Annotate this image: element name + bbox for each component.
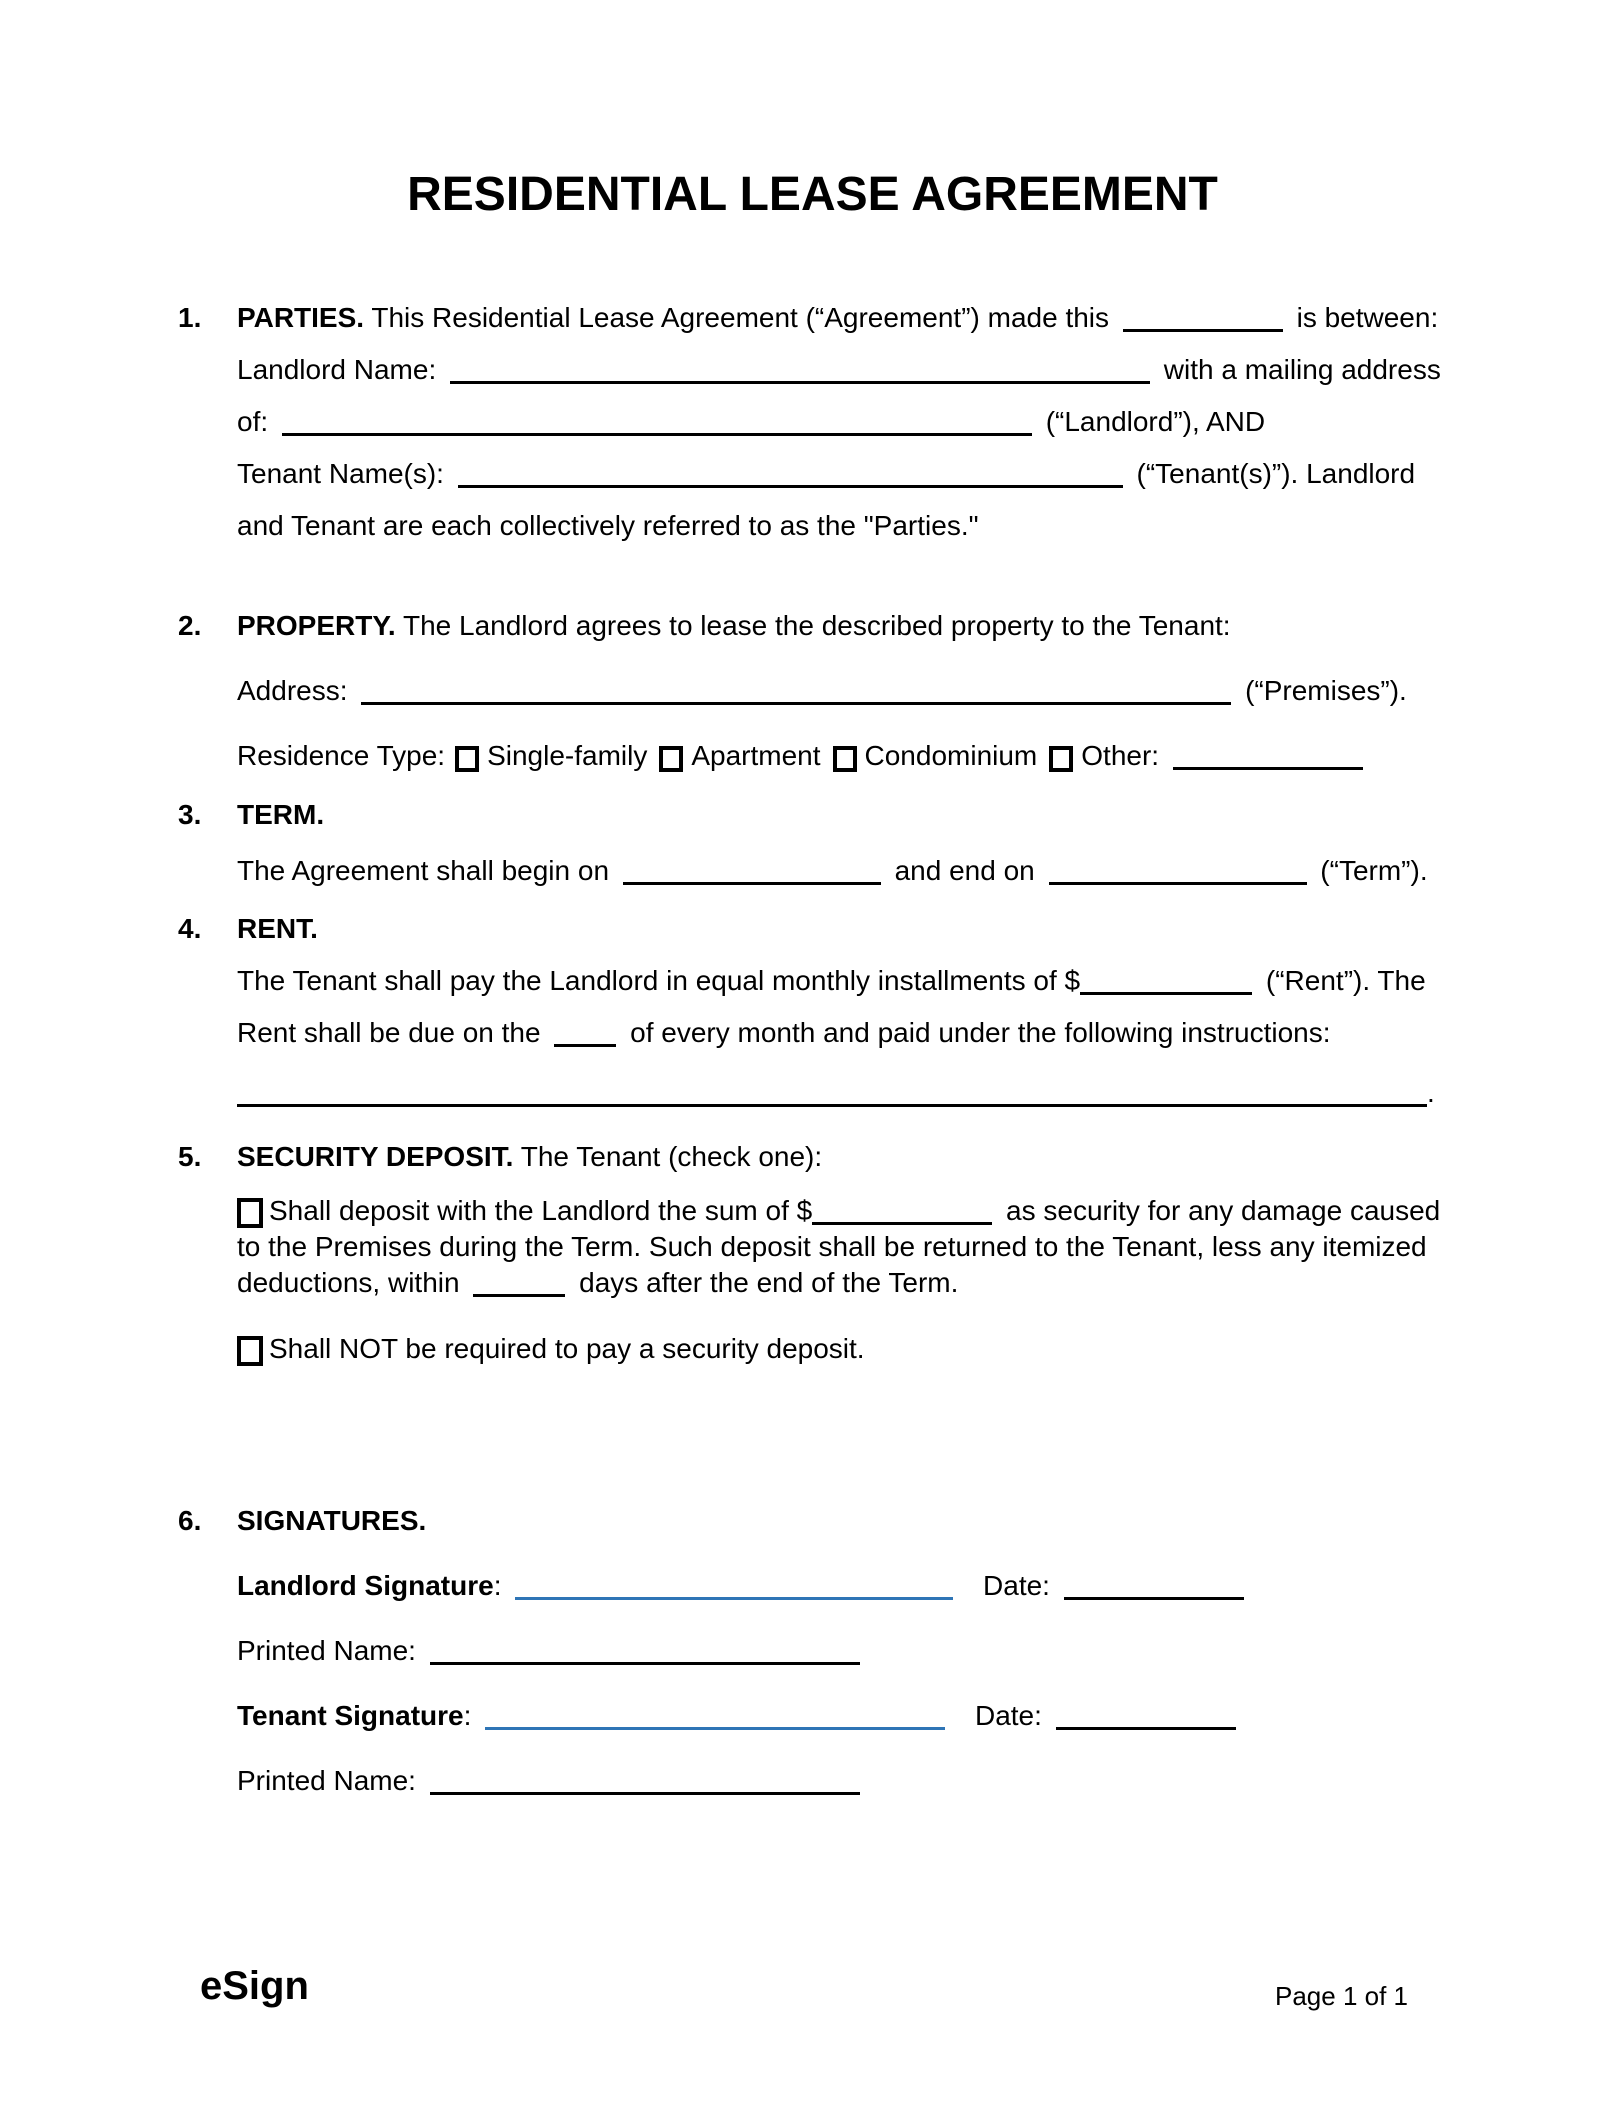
deposit-heading-line [237, 1131, 1447, 1183]
section-property [178, 600, 1447, 782]
checkbox-apartment[interactable] [659, 746, 683, 772]
rent-heading-line [237, 903, 1447, 955]
instructions-period: . [1427, 1077, 1435, 1108]
checkbox-shall-deposit[interactable] [237, 1198, 263, 1228]
section-rent [178, 903, 1447, 1119]
deposit-option-2-text: Shall NOT be required to pay a security deposit. [269, 1333, 865, 1364]
option-apartment-label: Apartment [691, 740, 821, 771]
agreement-date-field[interactable] [1123, 329, 1283, 332]
landlord-name-label: Landlord Name: [237, 354, 437, 385]
term-text-mid: and end on [894, 855, 1035, 886]
tenant-signature-field[interactable] [485, 1727, 945, 1730]
parties-line-4-end: (“Tenant(s)”). Landlord [1136, 458, 1416, 489]
residence-type-label: Residence Type: [237, 740, 446, 771]
parties-line-3 [237, 396, 1447, 448]
term-text-start: The Agreement shall begin on [237, 855, 610, 886]
deposit-heading-rest: The Tenant (check one): [520, 1141, 823, 1172]
deposit-option-1-line-3 [237, 1265, 1447, 1301]
signatures-heading-line [237, 1495, 1447, 1547]
rent-due-text-start: Rent shall be due on the [237, 1017, 541, 1048]
tenant-date-label: Date: [974, 1700, 1042, 1731]
premises-address-field[interactable] [361, 702, 1231, 705]
deposit-heading: SECURITY DEPOSIT. [237, 1141, 514, 1172]
tenant-printed-name-label: Printed Name: [237, 1765, 416, 1796]
esign-logo: eSign [200, 1964, 309, 2008]
deposit-return-days-field[interactable] [473, 1294, 565, 1297]
section-number-parties: 1. [178, 302, 202, 333]
parties-line-4 [237, 448, 1447, 500]
tenant-date-field[interactable] [1056, 1727, 1236, 1730]
parties-heading: PARTIES. [237, 302, 365, 333]
checkbox-condominium[interactable] [833, 746, 857, 772]
rent-amount-field[interactable] [1080, 992, 1252, 995]
signatures-heading: SIGNATURES. [237, 1505, 427, 1536]
parties-line-1-end: is between: [1296, 302, 1439, 333]
term-heading: TERM. [237, 799, 325, 830]
parties-line-2-end: with a mailing address [1163, 354, 1441, 385]
premises-suffix: (“Premises”). [1245, 675, 1407, 706]
option-other-label: Other: [1081, 740, 1160, 771]
section-security-deposit [178, 1131, 1447, 1367]
rent-line-2 [237, 1007, 1447, 1059]
residence-type-line [237, 730, 1447, 782]
rent-heading: RENT. [237, 913, 318, 944]
section-parties [178, 292, 1447, 552]
landlord-printed-name-label: Printed Name: [237, 1635, 416, 1666]
tenant-printed-name-field[interactable] [430, 1792, 860, 1795]
property-address-line [237, 665, 1447, 717]
term-end-date-field[interactable] [1049, 882, 1307, 885]
deposit-option-1-text-a: Shall deposit with the Landlord the sum of $ [269, 1195, 813, 1226]
rent-text-end: (“Rent”). The [1265, 965, 1426, 996]
rent-due-text-end: of every month and paid under the following instructions: [630, 1017, 1331, 1048]
deposit-option-1-line-2: to the Premises during the Term. Such deposit shall be returned to the Tenant, less any itemized [237, 1231, 1427, 1262]
term-start-date-field[interactable] [623, 882, 881, 885]
section-number-property: 2. [178, 610, 202, 641]
landlord-signature-colon: : [493, 1570, 502, 1601]
section-term [178, 789, 1447, 897]
landlord-signature-field[interactable] [515, 1597, 953, 1600]
landlord-address-label: of: [237, 406, 269, 437]
landlord-printed-name-line [237, 1625, 1447, 1677]
tenant-printed-name-line [237, 1755, 1447, 1807]
address-label: Address: [237, 675, 348, 706]
rent-line-1 [237, 955, 1447, 1007]
tenant-names-field[interactable] [458, 485, 1123, 488]
rent-instructions-line [237, 1067, 1447, 1119]
landlord-address-field[interactable] [282, 433, 1032, 436]
landlord-printed-name-field[interactable] [430, 1662, 860, 1665]
page-number: Page 1 of 1 [1275, 1981, 1408, 2011]
parties-line-5: and Tenant are each collectively referred to as the "Parties." [237, 510, 979, 541]
property-heading-rest: The Landlord agrees to lease the described property to the Tenant: [402, 610, 1231, 641]
rent-due-day-field[interactable] [554, 1044, 616, 1047]
parties-line-2 [237, 344, 1447, 396]
tenant-signature-colon: : [463, 1700, 472, 1731]
tenant-names-label: Tenant Name(s): [237, 458, 444, 489]
section-number-deposit: 5. [178, 1141, 202, 1172]
deposit-option-1-text-b: as security for any damage caused [1006, 1195, 1441, 1226]
landlord-signature-label: Landlord Signature [237, 1570, 494, 1601]
deposit-days-text-end: days after the end of the Term. [579, 1267, 959, 1298]
parties-line-3-end: (“Landlord”), AND [1045, 406, 1266, 437]
landlord-date-label: Date: [983, 1570, 1050, 1601]
landlord-signature-line [237, 1560, 1447, 1612]
property-heading: PROPERTY. [237, 610, 396, 641]
parties-line-1 [237, 292, 1447, 344]
section-number-signatures: 6. [178, 1505, 202, 1536]
rent-text-start: The Tenant shall pay the Landlord in equal monthly installments of $ [237, 965, 1081, 996]
document-title: RESIDENTIAL LEASE AGREEMENT [407, 168, 1218, 221]
option-condominium-label: Condominium [864, 740, 1038, 771]
tenant-signature-line [237, 1690, 1447, 1742]
payment-instructions-field[interactable] [237, 1104, 1427, 1107]
parties-line-1-text: This Residential Lease Agreement (“Agreement”) made this [371, 302, 1110, 333]
landlord-name-field[interactable] [450, 381, 1150, 384]
section-number-rent: 4. [178, 913, 202, 944]
tenant-signature-label: Tenant Signature [237, 1700, 464, 1731]
section-signatures [178, 1495, 1447, 1807]
checkbox-single-family[interactable] [455, 746, 479, 772]
deposit-amount-field[interactable] [812, 1222, 992, 1225]
deposit-option-2-line [237, 1331, 1447, 1367]
property-heading-line [237, 600, 1447, 652]
deposit-days-text-start: deductions, within [237, 1267, 460, 1298]
checkbox-no-deposit[interactable] [237, 1336, 263, 1366]
term-text-end: (“Term”). [1320, 855, 1428, 886]
other-residence-field[interactable] [1173, 767, 1363, 770]
checkbox-other[interactable] [1049, 746, 1073, 772]
section-number-term: 3. [178, 799, 202, 830]
option-single-family-label: Single-family [487, 740, 648, 771]
term-heading-line [237, 789, 1447, 841]
term-line [237, 845, 1447, 897]
landlord-date-field[interactable] [1064, 1597, 1244, 1600]
deposit-option-1-line-1 [237, 1193, 1447, 1229]
